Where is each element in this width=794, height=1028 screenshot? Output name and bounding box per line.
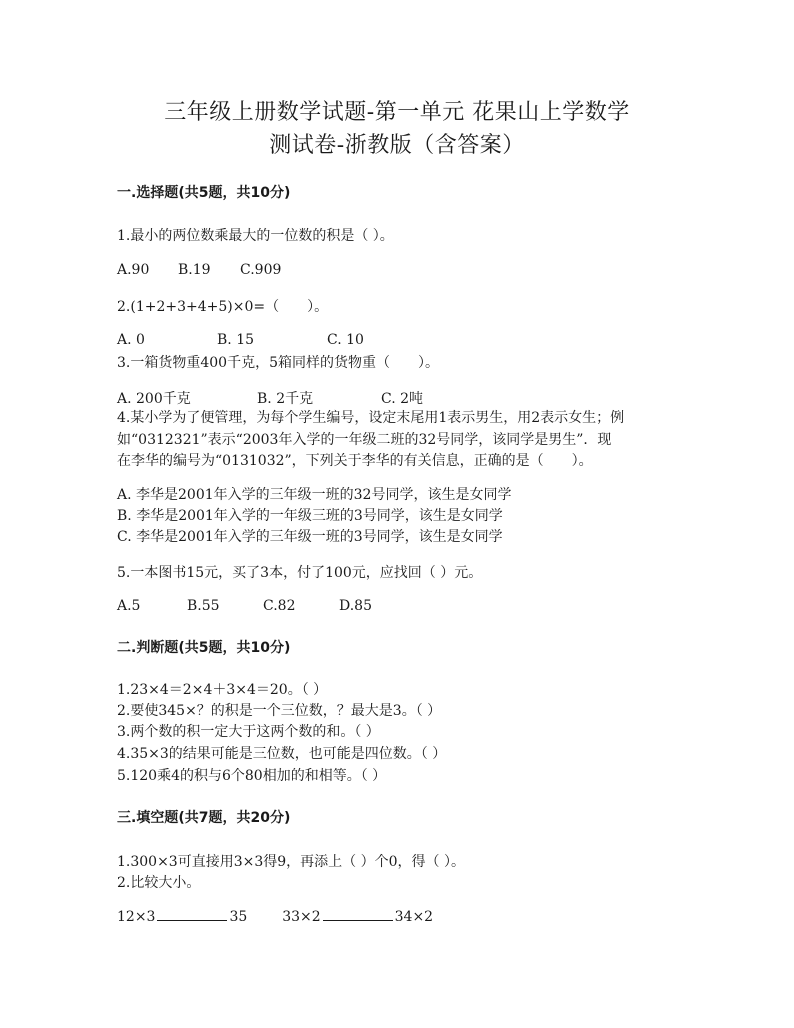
fill-compare-row: [117, 908, 433, 925]
fill-q2-text: 2.比较大小。: [117, 875, 201, 891]
compare-b-right: 34×2: [394, 909, 434, 925]
judge-item-3: 3.两个数的积一定大于这两个数的和。（ ）: [117, 724, 380, 740]
choice-q2-text: 2.(1+2+3+4+5)×0=（ ）。: [117, 299, 329, 315]
choice-q2-option-a: A. 0: [117, 332, 145, 348]
choice-q1-option-c: C.909: [240, 262, 282, 278]
choice-q1-option-a: A.90: [117, 262, 150, 278]
choice-q4-option-c: C. 李华是2001年入学的三年级一班的3号同学，该生是女同学: [117, 529, 503, 545]
choice-q4-option-b: B. 李华是2001年入学的一年级三班的3号同学，该生是女同学: [117, 508, 503, 524]
choice-q2-option-c: C. 10: [327, 332, 364, 348]
compare-b-blank[interactable]: [323, 908, 393, 921]
choice-q4-line3: 在李华的编号为“0131032”，下列关于李华的有关信息，正确的是（ ）。: [117, 453, 593, 469]
choice-q4-line2: 如“0312321”表示“2003年入学的一年级二班的32号同学，该同学是男生”．现: [117, 432, 612, 448]
choice-q4-line1: 4.某小学为了便管理，为每个学生编号，设定末尾用1表示男生，用2表示女生；例: [117, 410, 625, 426]
choice-q5-option-c: C.82: [263, 598, 296, 614]
choice-q1-option-b: B.19: [178, 262, 211, 278]
choice-q2-option-b: B. 15: [217, 332, 255, 348]
choice-q5-text: 5.一本图书15元，买了3本，付了100元，应找回（ ）元。: [117, 565, 483, 581]
page-title-line2: 测试卷-浙教版（含答案）: [269, 133, 525, 158]
judge-item-4: 4.35×3的结果可能是三位数，也可能是四位数。（ ）: [117, 746, 447, 762]
compare-a-left: 12×3: [117, 909, 156, 925]
choice-q5-option-d: D.85: [339, 598, 372, 614]
judge-item-1: 1.23×4＝2×4＋3×4＝20。（ ）: [117, 682, 328, 698]
choice-q3-option-a: A. 200千克: [117, 391, 191, 407]
compare-a-right: 35: [229, 909, 248, 925]
section-judge-heading: 二.判断题(共5题，共10分): [117, 640, 291, 656]
choice-q3-option-b: B. 2千克: [257, 391, 314, 407]
judge-item-2: 2.要使345×？的积是一个三位数，？最大是3。（ ）: [117, 703, 442, 719]
section-choice-heading: 一.选择题(共5题，共10分): [117, 185, 291, 201]
choice-q3-text: 3.一箱货物重400千克，5箱同样的货物重（ ）。: [117, 355, 439, 371]
page-title-line1: 三年级上册数学试题-第一单元 花果山上学数学: [164, 100, 630, 125]
choice-q1-text: 1.最小的两位数乘最大的一位数的积是（ ）。: [117, 228, 394, 244]
section-fill-heading: 三.填空题(共7题，共20分): [117, 810, 291, 826]
compare-a-blank[interactable]: [157, 908, 227, 921]
judge-item-5: 5.120乘4的积与6个80相加的和相等。（ ）: [117, 768, 387, 784]
choice-q4-option-a: A. 李华是2001年入学的三年级一班的32号同学，该生是女同学: [117, 487, 512, 503]
choice-q3-option-c: C. 2吨: [381, 391, 424, 407]
fill-q1-text: 1.300×3可直接用3×3得9，再添上（ ）个0，得（ ）。: [117, 854, 465, 870]
choice-q5-option-b: B.55: [187, 598, 220, 614]
choice-q5-option-a: A.5: [117, 598, 141, 614]
compare-b-left: 33×2: [282, 909, 321, 925]
